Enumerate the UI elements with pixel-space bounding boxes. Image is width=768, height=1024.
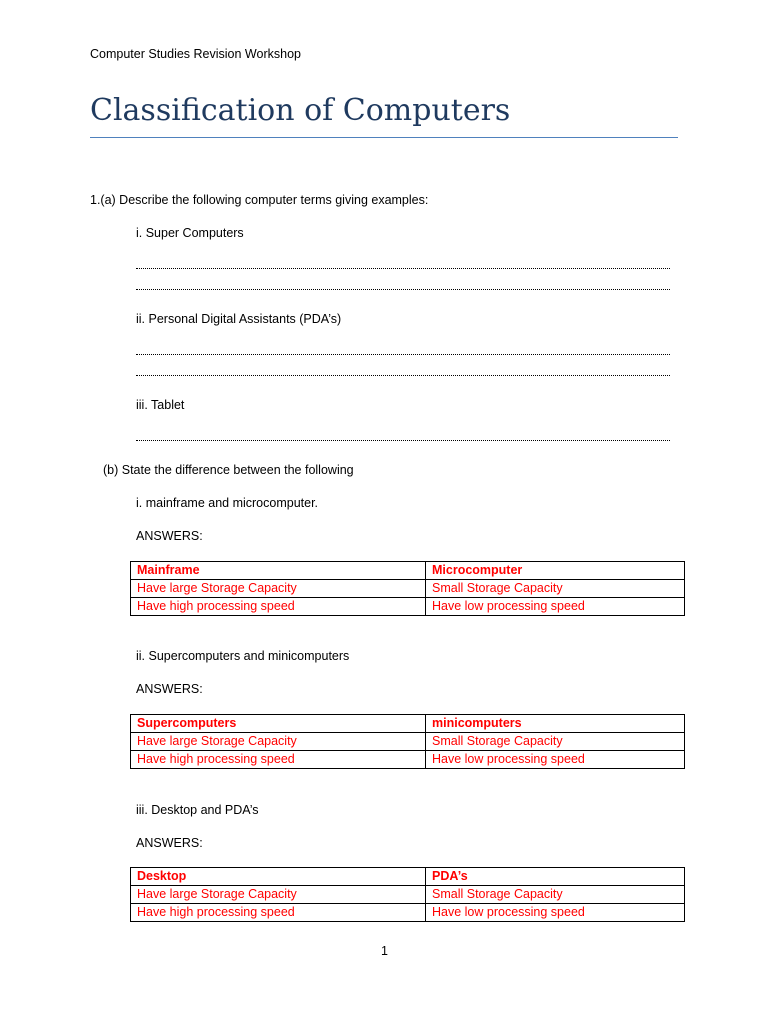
answer-line xyxy=(136,268,670,269)
answer-table-supercomputers-minicomputers xyxy=(130,714,685,769)
answer-line xyxy=(136,440,670,441)
table-header-row xyxy=(131,868,685,886)
question-1b-part-2-label: ii. Supercomputers and minicomputers xyxy=(136,649,350,663)
question-1b-part-3-label: iii. Desktop and PDA’s xyxy=(136,803,259,817)
table-header-cell: Supercomputers xyxy=(131,715,426,733)
answer-line xyxy=(136,289,670,290)
table-cell: Have high processing speed xyxy=(131,904,426,922)
question-1a-item-1: i. Super Computers xyxy=(136,226,244,240)
table-cell: Have large Storage Capacity xyxy=(131,733,426,751)
question-1a-item-2: ii. Personal Digital Assistants (PDA’s) xyxy=(136,312,342,326)
question-1a-item-3: iii. Tablet xyxy=(136,398,185,412)
table-cell: Have large Storage Capacity xyxy=(131,580,426,598)
answers-label: ANSWERS: xyxy=(136,682,203,696)
answer-table-mainframe-microcomputer xyxy=(130,561,685,616)
table-cell: Have low processing speed xyxy=(426,904,685,922)
answers-label: ANSWERS: xyxy=(136,529,203,543)
table-cell: Small Storage Capacity xyxy=(426,580,685,598)
table-row xyxy=(131,751,685,769)
table-row xyxy=(131,598,685,616)
table-header-cell: Mainframe xyxy=(131,562,426,580)
table-cell: Have low processing speed xyxy=(426,751,685,769)
question-1b-prompt: (b) State the difference between the following xyxy=(103,463,354,477)
page-header: Computer Studies Revision Workshop xyxy=(90,47,301,61)
question-1b-part-1-label: i. mainframe and microcomputer. xyxy=(136,496,319,510)
page-number: 1 xyxy=(381,944,388,958)
answers-label: ANSWERS: xyxy=(136,836,203,850)
table-header-row xyxy=(131,715,685,733)
table-cell: Have low processing speed xyxy=(426,598,685,616)
table-cell: Small Storage Capacity xyxy=(426,886,685,904)
table-header-cell: Desktop xyxy=(131,868,426,886)
table-row xyxy=(131,733,685,751)
table-cell: Small Storage Capacity xyxy=(426,733,685,751)
table-header-cell: Microcomputer xyxy=(426,562,685,580)
table-cell: Have high processing speed xyxy=(131,598,426,616)
title-underline xyxy=(90,137,678,138)
answer-line xyxy=(136,354,670,355)
table-header-cell: minicomputers xyxy=(426,715,685,733)
table-row xyxy=(131,886,685,904)
table-row xyxy=(131,904,685,922)
table-row xyxy=(131,580,685,598)
table-cell: Have high processing speed xyxy=(131,751,426,769)
table-header-cell: PDA’s xyxy=(426,868,685,886)
answer-table-desktop-pdas xyxy=(130,867,685,922)
page-title: Classification of Computers xyxy=(90,93,511,128)
table-header-row xyxy=(131,562,685,580)
question-1a-prompt: 1.(a) Describe the following computer terms giving examples: xyxy=(90,193,429,207)
table-cell: Have large Storage Capacity xyxy=(131,886,426,904)
answer-line xyxy=(136,375,670,376)
